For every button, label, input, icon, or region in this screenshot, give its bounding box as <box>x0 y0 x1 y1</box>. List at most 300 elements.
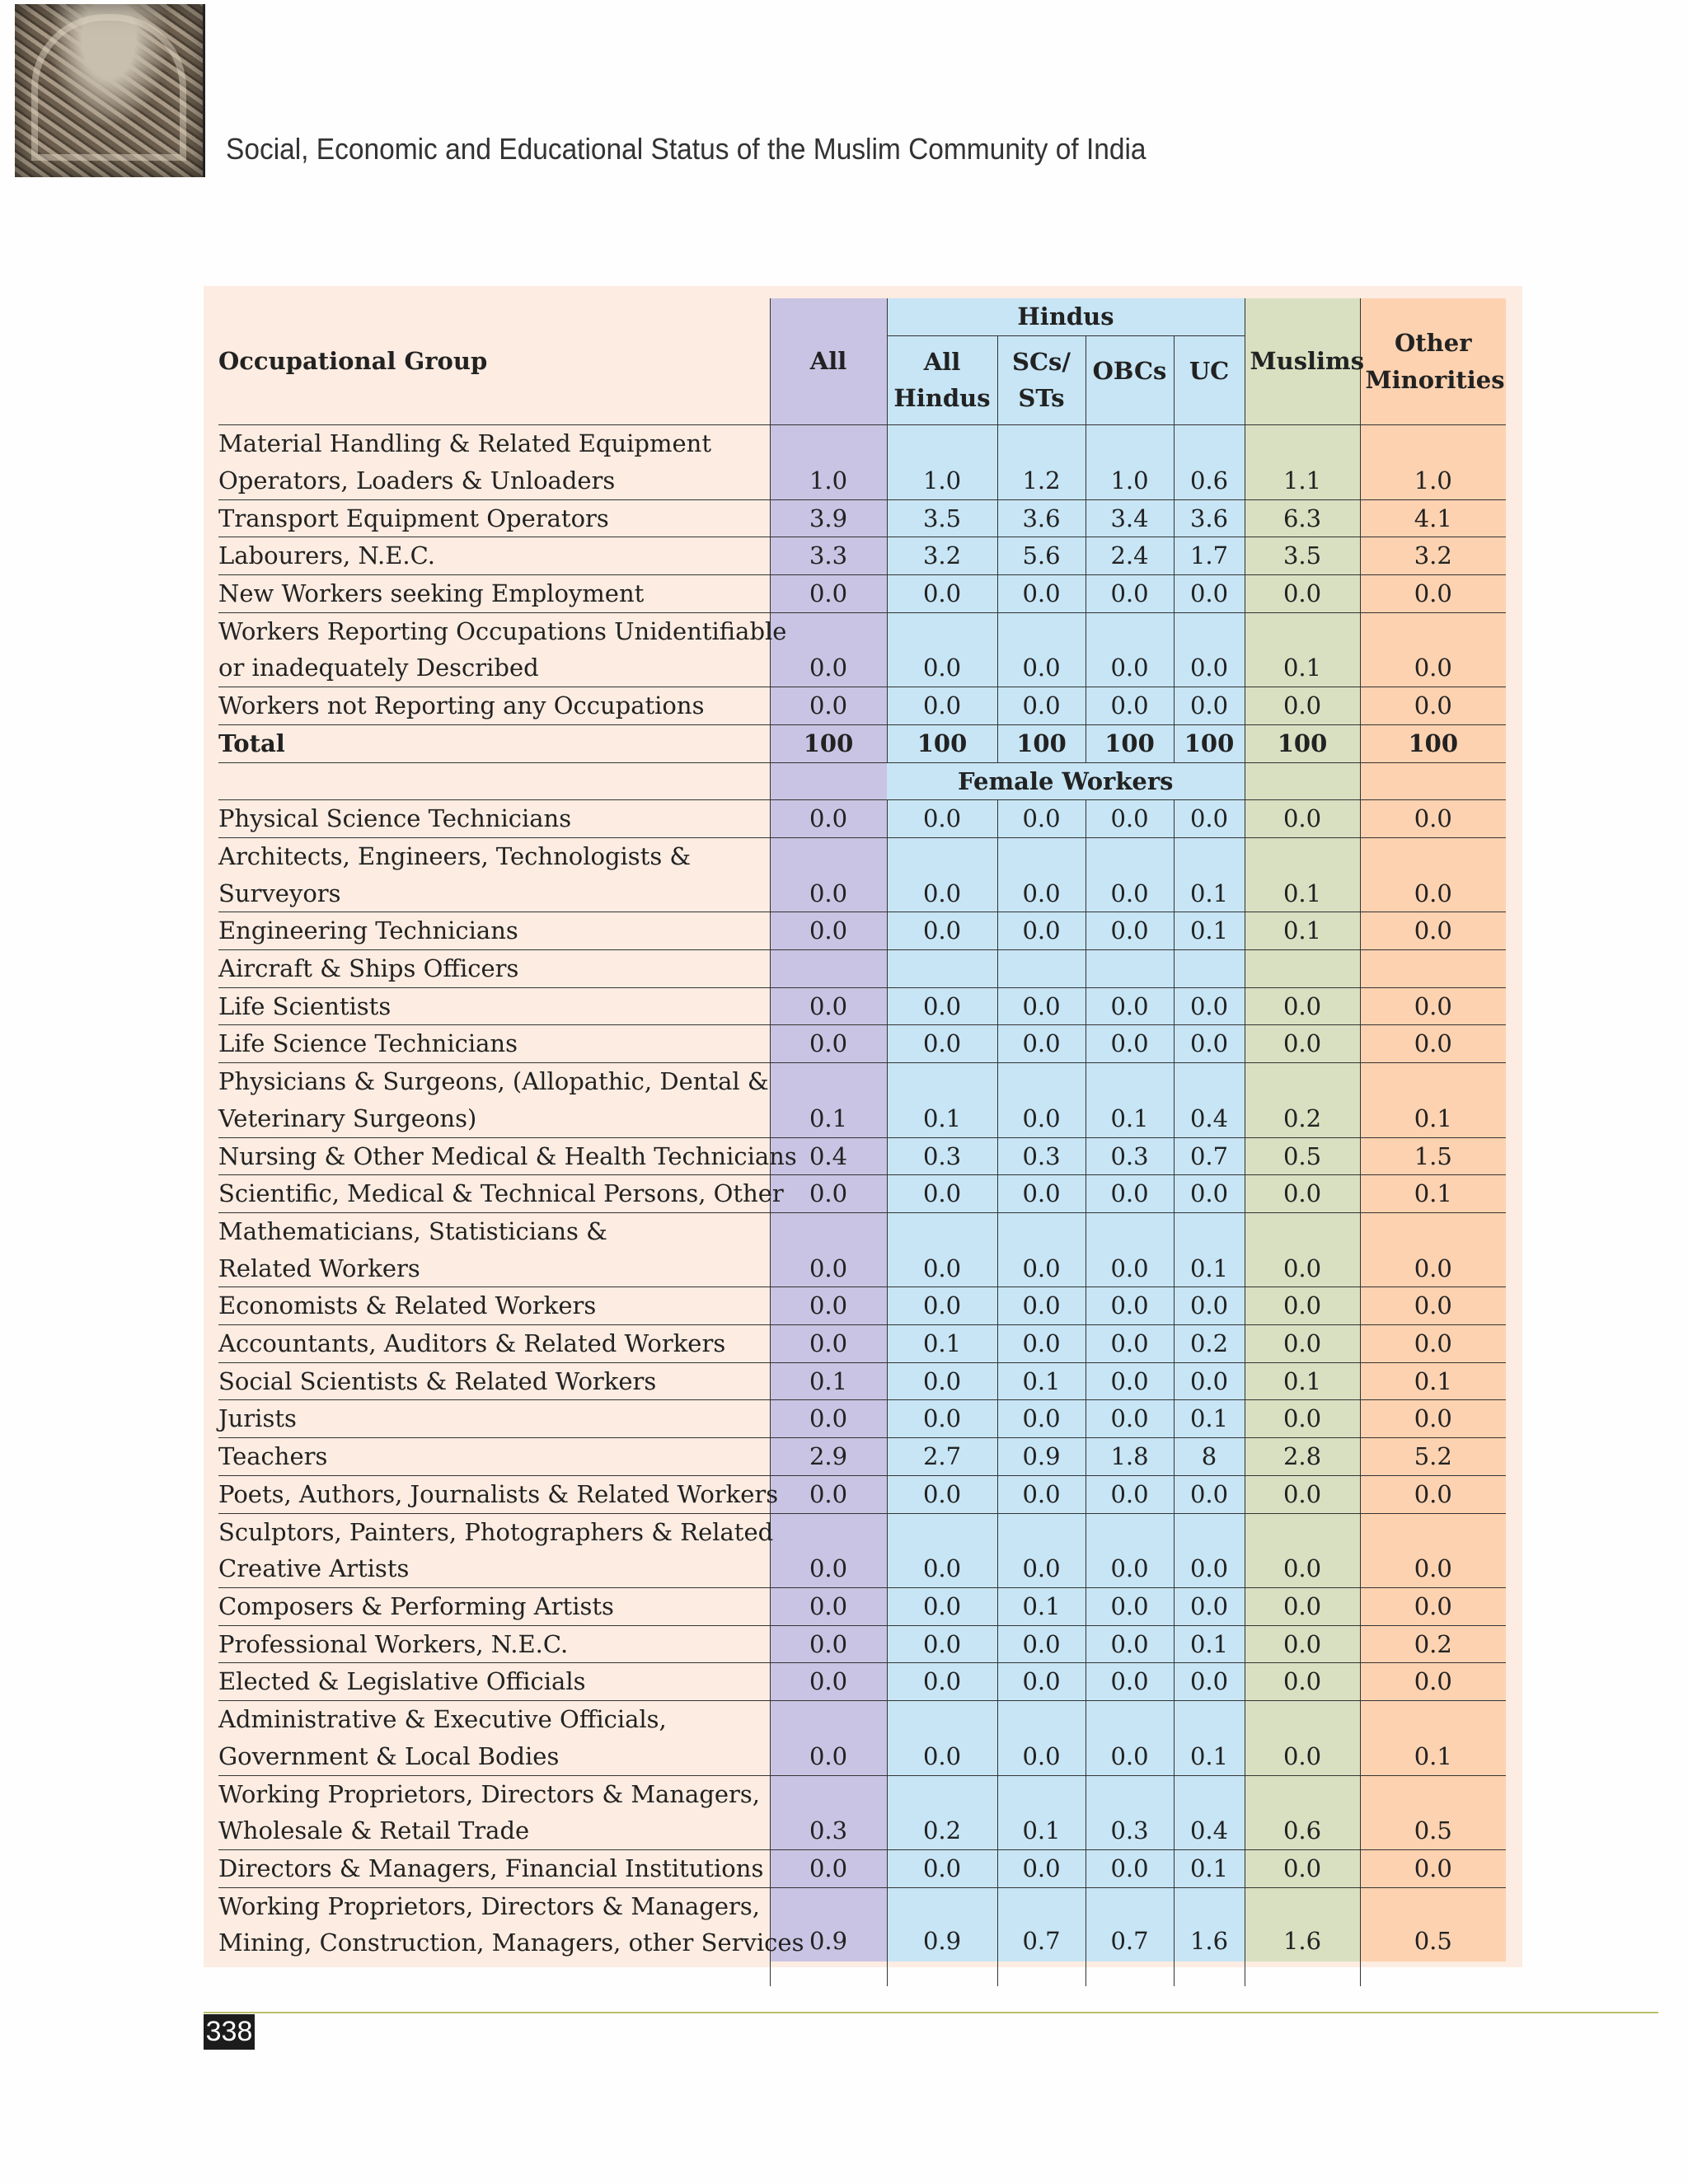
table-cell: 0.0 <box>887 1362 997 1400</box>
table-cell: 0.0 <box>770 1475 887 1513</box>
table-cell <box>997 950 1085 988</box>
row-label-line: Life Science Technicians <box>218 1029 518 1058</box>
table-row <box>218 950 1506 988</box>
row-label <box>218 1775 770 1849</box>
table-cell: 0.0 <box>997 912 1085 950</box>
table-row <box>218 1588 1506 1626</box>
table-cell: 0.0 <box>1085 1362 1174 1400</box>
table-cell: 5.6 <box>997 537 1085 575</box>
table-cell: 0.0 <box>1085 1400 1174 1438</box>
table-cell: 0.0 <box>1085 575 1174 613</box>
table-row <box>218 1137 1506 1175</box>
table-row <box>218 1775 1506 1849</box>
table-cell: 0.0 <box>770 1513 887 1587</box>
table-cell: 0.0 <box>1360 987 1506 1025</box>
row-label <box>218 1175 784 1213</box>
table-cell: 0.5 <box>1245 1137 1360 1175</box>
table-cell: 0.0 <box>770 1025 887 1063</box>
table-cell: 0.0 <box>1360 1212 1506 1286</box>
header-other-line1: Other <box>1395 328 1472 357</box>
table-cell: 0.7 <box>1085 1887 1174 1986</box>
table-cell: 0.0 <box>997 1513 1085 1587</box>
row-label <box>218 1588 770 1626</box>
table-row <box>218 1663 1506 1701</box>
table-cell: 0.0 <box>887 1287 997 1325</box>
table-cell: 0.0 <box>1085 1588 1174 1626</box>
row-label <box>218 612 787 687</box>
table-cell: 0.0 <box>1245 1325 1360 1363</box>
table-cell: 0.0 <box>770 1701 887 1775</box>
table-cell: 0.0 <box>1174 1475 1245 1513</box>
table-cell: 6.3 <box>1245 499 1360 537</box>
row-label <box>218 1701 770 1775</box>
table-cell: 0.6 <box>1245 1775 1360 1849</box>
row-label <box>218 1137 797 1175</box>
table-cell: 0.0 <box>1360 1400 1506 1438</box>
table-cell: 100 <box>997 724 1085 762</box>
table-cell: 0.0 <box>887 837 997 912</box>
row-label-line: Veterinary Surgeons) <box>218 1104 477 1132</box>
table-cell: 0.0 <box>770 1588 887 1626</box>
table-cell: 0.0 <box>1360 1325 1506 1363</box>
row-label-line: Material Handling & Related Equipment <box>218 429 711 458</box>
row-label-line: Nursing & Other Medical & Health Technicians <box>218 1141 797 1170</box>
table-cell: 0.0 <box>1360 1287 1506 1325</box>
table-body-section <box>218 762 1506 800</box>
table-cell: 0.3 <box>770 1775 887 1849</box>
table-row <box>218 800 1506 838</box>
table-cell: 1.7 <box>1174 537 1245 575</box>
table-cell: 3.2 <box>1360 537 1506 575</box>
row-label-line: Transport Equipment Operators <box>218 504 609 532</box>
table-cell: 0.0 <box>997 1025 1085 1063</box>
table-cell: 3.4 <box>1085 499 1174 537</box>
table-row <box>218 1887 1506 1986</box>
table-cell: 0.0 <box>770 987 887 1025</box>
table-cell: 0.0 <box>770 687 887 725</box>
row-label-line: Physicians & Surgeons, (Allopathic, Dental & <box>218 1067 769 1096</box>
header-all-hindus-line1: All <box>923 347 961 376</box>
table-cell: 0.0 <box>1360 1025 1506 1063</box>
row-label <box>218 1663 770 1701</box>
table-cell <box>887 950 997 988</box>
header-other-minorities <box>1360 298 1506 424</box>
table-cell: 0.6 <box>1174 425 1245 499</box>
table-cell: 0.9 <box>770 1887 887 1986</box>
table-cell: 0.0 <box>887 1625 997 1663</box>
table-cell: 1.5 <box>1360 1137 1506 1175</box>
table-cell: 0.0 <box>887 912 997 950</box>
table-cell: 0.0 <box>770 575 887 613</box>
row-label <box>218 1063 770 1137</box>
table-cell: 0.0 <box>887 1175 997 1213</box>
table-cell: 2.9 <box>770 1438 887 1476</box>
row-label-line: Directors & Managers, Financial Institutions <box>218 1854 764 1882</box>
table-cell: 0.0 <box>1085 1475 1174 1513</box>
table-cell: 0.0 <box>1085 1625 1174 1663</box>
row-label-line: Creative Artists <box>218 1554 410 1583</box>
table-cell: 0.0 <box>1245 1212 1360 1286</box>
row-label-line: Sculptors, Painters, Photographers & Related <box>218 1517 774 1546</box>
table-cell: 1.0 <box>770 425 887 499</box>
page-number: 338 <box>204 2014 255 2050</box>
table-row <box>218 499 1506 537</box>
table-cell: 0.5 <box>1360 1887 1506 1986</box>
table-row <box>218 1362 1506 1400</box>
table-cell: 0.1 <box>1174 912 1245 950</box>
table-cell <box>218 762 770 800</box>
table-cell: 0.0 <box>770 1212 887 1286</box>
row-label <box>218 1438 770 1476</box>
table-cell: 0.0 <box>1085 1212 1174 1286</box>
table-cell: 100 <box>1174 724 1245 762</box>
table-row <box>218 687 1506 725</box>
table-cell: 0.0 <box>1245 687 1360 725</box>
table-cell: 0.1 <box>1245 912 1360 950</box>
table-cell: 1.0 <box>1360 425 1506 499</box>
table-row <box>218 1325 1506 1363</box>
table-cell: 0.0 <box>997 1175 1085 1213</box>
table-row <box>218 1025 1506 1063</box>
row-label <box>218 1212 770 1286</box>
table-cell: 0.0 <box>887 687 997 725</box>
table-row <box>218 1175 1506 1213</box>
row-label-line: Jurists <box>218 1404 297 1433</box>
row-label-line: Workers not Reporting any Occupations <box>218 691 705 720</box>
table-cell: 0.1 <box>1360 1362 1506 1400</box>
table-cell: 3.3 <box>770 537 887 575</box>
table-body-top <box>218 425 1506 762</box>
table-cell: 0.0 <box>887 1588 997 1626</box>
table-cell: 0.0 <box>1174 1663 1245 1701</box>
table-cell: 0.0 <box>1245 1475 1360 1513</box>
row-label <box>218 1362 770 1400</box>
table-cell: 0.2 <box>1174 1325 1245 1363</box>
table-row <box>218 1701 1506 1775</box>
table-cell: 0.1 <box>1174 837 1245 912</box>
table-row <box>218 1625 1506 1663</box>
table-cell: 0.0 <box>770 1849 887 1887</box>
table-cell: 100 <box>1360 724 1506 762</box>
header-all-hindus-line2: Hindus <box>893 384 991 413</box>
table-cell: 0.0 <box>1085 1175 1174 1213</box>
table-cell: 2.8 <box>1245 1438 1360 1476</box>
row-label <box>218 499 770 537</box>
table-cell: 0.1 <box>1360 1063 1506 1137</box>
table-row <box>218 837 1506 912</box>
table-body-female <box>218 800 1506 1986</box>
table-cell: 1.6 <box>1245 1887 1360 1986</box>
table-cell: 100 <box>1245 724 1360 762</box>
row-label-line: Composers & Performing Artists <box>218 1592 614 1620</box>
table-cell <box>1245 762 1360 800</box>
table-cell <box>1245 950 1360 988</box>
table-cell: 0.1 <box>1174 1400 1245 1438</box>
table-cell: 0.0 <box>997 1287 1085 1325</box>
row-label <box>218 425 770 499</box>
table-cell: 0.4 <box>1174 1775 1245 1849</box>
table-cell: 0.0 <box>1360 800 1506 838</box>
row-label-line: Operators, Loaders & Unloaders <box>218 466 616 494</box>
table-cell: 0.0 <box>997 612 1085 687</box>
row-label-line: Total <box>218 729 285 757</box>
table-cell: 0.0 <box>1245 1513 1360 1587</box>
table-row <box>218 912 1506 950</box>
table-cell: 0.0 <box>1174 987 1245 1025</box>
table-cell: 0.0 <box>887 1025 997 1063</box>
row-label-line: Wholesale & Retail Trade <box>218 1816 530 1845</box>
table-cell: 0.1 <box>770 1362 887 1400</box>
row-label-line: Government & Local Bodies <box>218 1741 560 1770</box>
table-row <box>218 1513 1506 1587</box>
table-row <box>218 575 1506 613</box>
table-cell: 0.0 <box>770 1287 887 1325</box>
table-cell: 100 <box>887 724 997 762</box>
row-label <box>218 1849 770 1887</box>
table-cell: 0.0 <box>997 575 1085 613</box>
table-cell: 0.1 <box>887 1325 997 1363</box>
table-row <box>218 724 1506 762</box>
row-label-line: Poets, Authors, Journalists & Related Workers <box>218 1479 779 1508</box>
table-cell: 0.1 <box>1245 1362 1360 1400</box>
row-label-line: Engineering Technicians <box>218 916 518 945</box>
table-cell: 0.0 <box>997 1849 1085 1887</box>
header-scs-line2: STs <box>1018 384 1065 413</box>
row-label <box>218 987 770 1025</box>
row-label <box>218 687 770 725</box>
table-cell: 0.0 <box>1085 1701 1174 1775</box>
table-row <box>218 537 1506 575</box>
table-cell: 0.2 <box>1245 1063 1360 1137</box>
table-cell: 0.1 <box>1085 1063 1174 1137</box>
row-label-line: Working Proprietors, Directors & Managers, <box>218 1779 761 1808</box>
table-cell: 0.1 <box>1174 1701 1245 1775</box>
table-cell: 0.4 <box>770 1137 887 1175</box>
row-label-line: Administrative & Executive Officials, <box>218 1705 667 1734</box>
table-row <box>218 1400 1506 1438</box>
table-cell: 0.0 <box>770 1325 887 1363</box>
table-cell: 0.0 <box>887 1400 997 1438</box>
table-cell: 0.0 <box>1360 575 1506 613</box>
row-label-line: Scientific, Medical & Technical Persons, Other <box>218 1179 784 1208</box>
table-cell: 1.1 <box>1245 425 1360 499</box>
table-cell: 0.0 <box>997 1400 1085 1438</box>
row-label-line: Teachers <box>218 1442 328 1471</box>
table-cell: 1.0 <box>887 425 997 499</box>
table-cell: 0.0 <box>887 987 997 1025</box>
table-cell: 0.3 <box>887 1137 997 1175</box>
table-cell: 0.0 <box>1245 1625 1360 1663</box>
header-all: All <box>770 298 887 424</box>
table-cell: 0.1 <box>887 1063 997 1137</box>
row-label <box>218 1025 770 1063</box>
table-cell: 3.6 <box>1174 499 1245 537</box>
table-cell: 0.0 <box>887 575 997 613</box>
table-cell: 0.0 <box>997 687 1085 725</box>
table-cell: 0.0 <box>1174 1362 1245 1400</box>
table-cell: 0.1 <box>1360 1175 1506 1213</box>
table-row <box>218 1475 1506 1513</box>
table-cell: 0.0 <box>1245 1175 1360 1213</box>
table-cell: 0.0 <box>997 800 1085 838</box>
table-cell: 0.0 <box>770 800 887 838</box>
table-cell: 0.0 <box>1174 575 1245 613</box>
table-cell: 3.6 <box>997 499 1085 537</box>
table-row <box>218 1212 1506 1286</box>
table-cell: 0.7 <box>1174 1137 1245 1175</box>
header-scs-line1: SCs/ <box>1012 347 1071 376</box>
row-label-line: New Workers seeking Employment <box>218 579 645 608</box>
table-cell: 0.1 <box>997 1775 1085 1849</box>
table-cell: 0.0 <box>1085 1663 1174 1701</box>
table-cell: 0.0 <box>770 1663 887 1701</box>
table-cell: 1.0 <box>1085 425 1174 499</box>
table-cell: 0.0 <box>1245 1287 1360 1325</box>
table-cell: 0.0 <box>997 1475 1085 1513</box>
table-cell: 0.1 <box>1174 1212 1245 1286</box>
row-label <box>218 1287 770 1325</box>
row-label-line: Physical Science Technicians <box>218 804 572 833</box>
table-cell: 0.3 <box>1085 1137 1174 1175</box>
header-obcs: OBCs <box>1085 335 1174 424</box>
row-label-line: Life Scientists <box>218 991 392 1020</box>
running-title: Social, Economic and Educational Status of the Muslim Community of India <box>226 132 1146 166</box>
row-label-line: Accountants, Auditors & Related Workers <box>218 1329 726 1358</box>
table-cell: 0.0 <box>1360 1588 1506 1626</box>
table-cell <box>770 762 887 800</box>
row-label-line: Working Proprietors, Directors & Managers, <box>218 1891 761 1920</box>
row-label-line: Elected & Legislative Officials <box>218 1667 586 1696</box>
table-cell: 0.0 <box>1085 612 1174 687</box>
table-cell: 0.0 <box>887 1849 997 1887</box>
table-cell: 0.1 <box>1174 1625 1245 1663</box>
table-cell: 0.0 <box>1174 687 1245 725</box>
table-cell: 0.0 <box>1245 987 1360 1025</box>
header-uc: UC <box>1174 335 1245 424</box>
table-row <box>218 425 1506 499</box>
table-cell: 5.2 <box>1360 1438 1506 1476</box>
header-hindus: Hindus <box>887 298 1245 335</box>
table-cell: 0.2 <box>1360 1625 1506 1663</box>
header-scs-sts <box>997 335 1085 424</box>
table-cell: 0.4 <box>1174 1063 1245 1137</box>
table-cell: 0.0 <box>997 1701 1085 1775</box>
table-cell: 0.0 <box>1174 1513 1245 1587</box>
table-cell: 0.9 <box>997 1438 1085 1476</box>
occupation-table <box>218 298 1506 1986</box>
table-cell: 2.4 <box>1085 537 1174 575</box>
table-cell: 3.2 <box>887 537 997 575</box>
table-cell: 0.0 <box>1245 1663 1360 1701</box>
table-cell: 0.2 <box>887 1775 997 1849</box>
table-row <box>218 987 1506 1025</box>
table-cell <box>1360 762 1506 800</box>
table-cell: 0.1 <box>1245 837 1360 912</box>
table-cell: 0.0 <box>1245 800 1360 838</box>
table-cell: 0.0 <box>1085 1513 1174 1587</box>
table-cell: 0.0 <box>1245 1849 1360 1887</box>
table-cell: 0.0 <box>1174 1287 1245 1325</box>
table-cell: 0.0 <box>1360 1475 1506 1513</box>
table-cell: 0.1 <box>770 1063 887 1137</box>
table-row <box>218 612 1506 687</box>
table-cell: 0.0 <box>887 1475 997 1513</box>
table-cell: 0.0 <box>997 1063 1085 1137</box>
table-cell: 0.0 <box>997 1325 1085 1363</box>
row-label-line: Related Workers <box>218 1254 420 1282</box>
footer-rule <box>204 2012 1658 2013</box>
row-label <box>218 1400 770 1438</box>
table-cell: 0.0 <box>1360 837 1506 912</box>
table-cell: 1.8 <box>1085 1438 1174 1476</box>
table-cell: 0.0 <box>770 837 887 912</box>
table-cell: 0.0 <box>1245 1701 1360 1775</box>
table-cell: 1.2 <box>997 425 1085 499</box>
table-cell: 0.0 <box>887 1513 997 1587</box>
table-cell: 0.7 <box>997 1887 1085 1986</box>
table-cell: 0.0 <box>887 1212 997 1286</box>
table-cell: 0.0 <box>1085 1325 1174 1363</box>
table-cell: 0.0 <box>997 1625 1085 1663</box>
table-cell: 0.0 <box>997 837 1085 912</box>
table-row <box>218 1063 1506 1137</box>
table-cell <box>1174 950 1245 988</box>
table-cell: 0.1 <box>997 1362 1085 1400</box>
table-cell: 0.0 <box>1360 1663 1506 1701</box>
table-cell: 0.9 <box>887 1887 997 1986</box>
table-cell: 3.9 <box>770 499 887 537</box>
row-label-line: or inadequately Described <box>218 654 539 682</box>
table-cell <box>1085 950 1174 988</box>
row-label <box>218 724 770 762</box>
table-cell <box>1360 950 1506 988</box>
section-title-female-workers: Female Workers <box>887 762 1245 800</box>
row-label-line: Surveyors <box>218 879 341 907</box>
table-cell: 0.0 <box>770 912 887 950</box>
table-cell: 0.0 <box>887 1663 997 1701</box>
table-panel <box>204 286 1522 1967</box>
row-label-line: Social Scientists & Related Workers <box>218 1366 657 1395</box>
header-other-line2: Minorities <box>1365 365 1505 394</box>
row-label <box>218 1625 770 1663</box>
row-label <box>218 950 770 988</box>
table-cell: 0.0 <box>997 1212 1085 1286</box>
table-cell: 0.0 <box>1085 837 1174 912</box>
table-cell: 0.0 <box>1360 1513 1506 1587</box>
row-label <box>218 1887 804 1986</box>
table-cell: 0.0 <box>1245 1588 1360 1626</box>
table-cell <box>770 950 887 988</box>
table-cell: 0.0 <box>1085 912 1174 950</box>
row-label-line: Mathematicians, Statisticians & <box>218 1216 607 1245</box>
table-cell: 0.1 <box>1360 1701 1506 1775</box>
row-label <box>218 537 770 575</box>
row-label-line: Economists & Related Workers <box>218 1291 597 1320</box>
row-label-line: Workers Reporting Occupations Unidentifiable <box>218 616 787 645</box>
table-cell: 0.0 <box>770 1625 887 1663</box>
row-label-line: Aircraft & Ships Officers <box>218 954 519 983</box>
table-cell: 0.3 <box>1085 1775 1174 1849</box>
table-cell: 8 <box>1174 1438 1245 1476</box>
table-row <box>218 1849 1506 1887</box>
table-cell: 0.0 <box>1245 575 1360 613</box>
table-cell: 0.0 <box>887 612 997 687</box>
header-muslims: Muslims <box>1245 298 1360 424</box>
table-cell: 0.0 <box>1360 912 1506 950</box>
table-cell: 0.0 <box>1360 612 1506 687</box>
row-label <box>218 1475 779 1513</box>
row-label-line: Labourers, N.E.C. <box>218 541 435 570</box>
